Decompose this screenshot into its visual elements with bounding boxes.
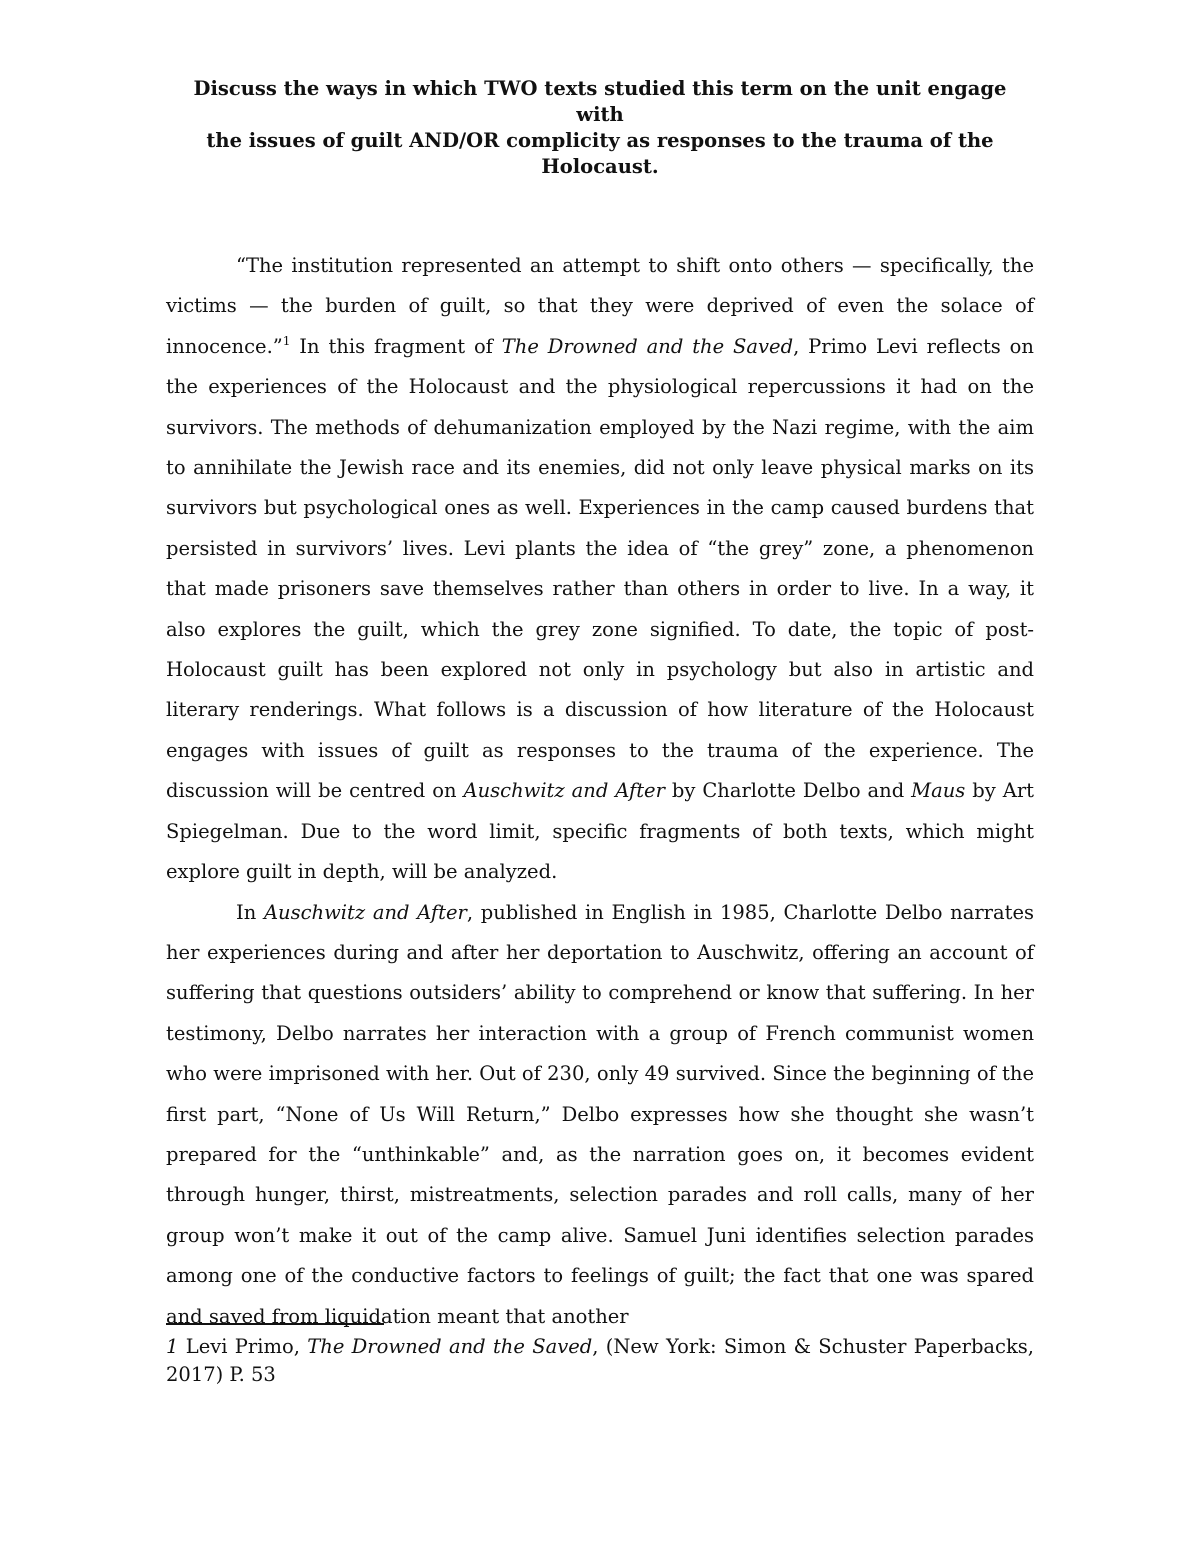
- text-run: , (New York: Simon & Schuster Paperbacks, 2017) P. 53: [166, 1335, 1034, 1386]
- footnote-number: 1: [166, 1335, 179, 1358]
- text-run: In this fragment of: [290, 334, 502, 358]
- book-title: The Drowned and the Saved: [307, 1335, 593, 1358]
- title-line: Discuss the ways in which TWO texts studied this term on the unit engage with: [193, 77, 1007, 126]
- text-run: , Primo Levi reflects on the experiences of the Holocaust and the physiological repercussions it had on the survivors. The methods of dehumanization employed by the Nazi regime, with the aim to annihilate the Jewish race and its enemies, did not only leave physical marks on its survivors but psychological ones as well. Experiences in the camp caused burdens that persisted in survivors’ lives. Levi plants the idea of “the grey” zone, a phenomenon that made prisoners save themselves rather than others in order to live. In a way, it also explores the guilt, which the grey zone signified. To date, the topic of post-Holocaust guilt has been explored not only in psychology but also in artistic and literary renderings. What follows is a discussion of how literature of the Holocaust engages with issues of guilt as responses to the trauma of the experience. The discussion will be centred on: [166, 334, 1034, 803]
- book-title: Maus: [911, 779, 966, 803]
- book-title: The Drowned and the Saved: [501, 334, 794, 358]
- page-title: [180, 76, 1020, 180]
- text-run: by Charlotte Delbo and: [664, 779, 912, 803]
- title-line: the issues of guilt AND/OR complicity as responses to the trauma of the: [206, 129, 994, 152]
- paragraph-intro: [166, 246, 1034, 893]
- footnote: [166, 1333, 1034, 1389]
- book-title: Auschwitz and After: [263, 900, 467, 924]
- text-run: by Art Spiegelman. Due to the word limit, specific fragments of both texts, which might explore guilt in depth, will be analyzed.: [166, 779, 1034, 884]
- text-run: Levi Primo,: [178, 1335, 308, 1358]
- text-run: “The institution represented an attempt to shift onto others — specifically, the victims — the burden of guilt, so that they were deprived of even the solace of innocence.”: [166, 254, 1034, 358]
- text-run: , published in English in 1985, Charlotte Delbo narrates her experiences during and after her deportation to Auschwitz, offering an account of suffering that questions outsiders’ ability to comprehend or know that suffering. In her testimony, Delbo narrates her interaction with a group of French communist women who were imprisoned with her. Out of 230, only 49 survived. Since the beginning of the first part, “None of Us Will Return,” Delbo expresses how she thought she wasn’t prepared for the “unthinkable” and, as the narration goes on, it becomes evident through hunger, thirst, mistreatments, selection parades and roll calls, many of her group won’t make it out of the camp alive. Samuel Juni identifies selection parades among one of the conductive factors to feelings of guilt; the fact that one was spared and saved from liquidation meant that another: [166, 900, 1034, 1328]
- text-run: In: [236, 900, 264, 924]
- footnote-separator: [166, 1323, 384, 1325]
- book-title: Auschwitz and After: [463, 779, 665, 803]
- essay-body: [166, 246, 1034, 1337]
- title-line: Holocaust.: [541, 155, 659, 178]
- footnote-reference[interactable]: 1: [282, 333, 291, 348]
- paragraph-delbo: [166, 893, 1034, 1337]
